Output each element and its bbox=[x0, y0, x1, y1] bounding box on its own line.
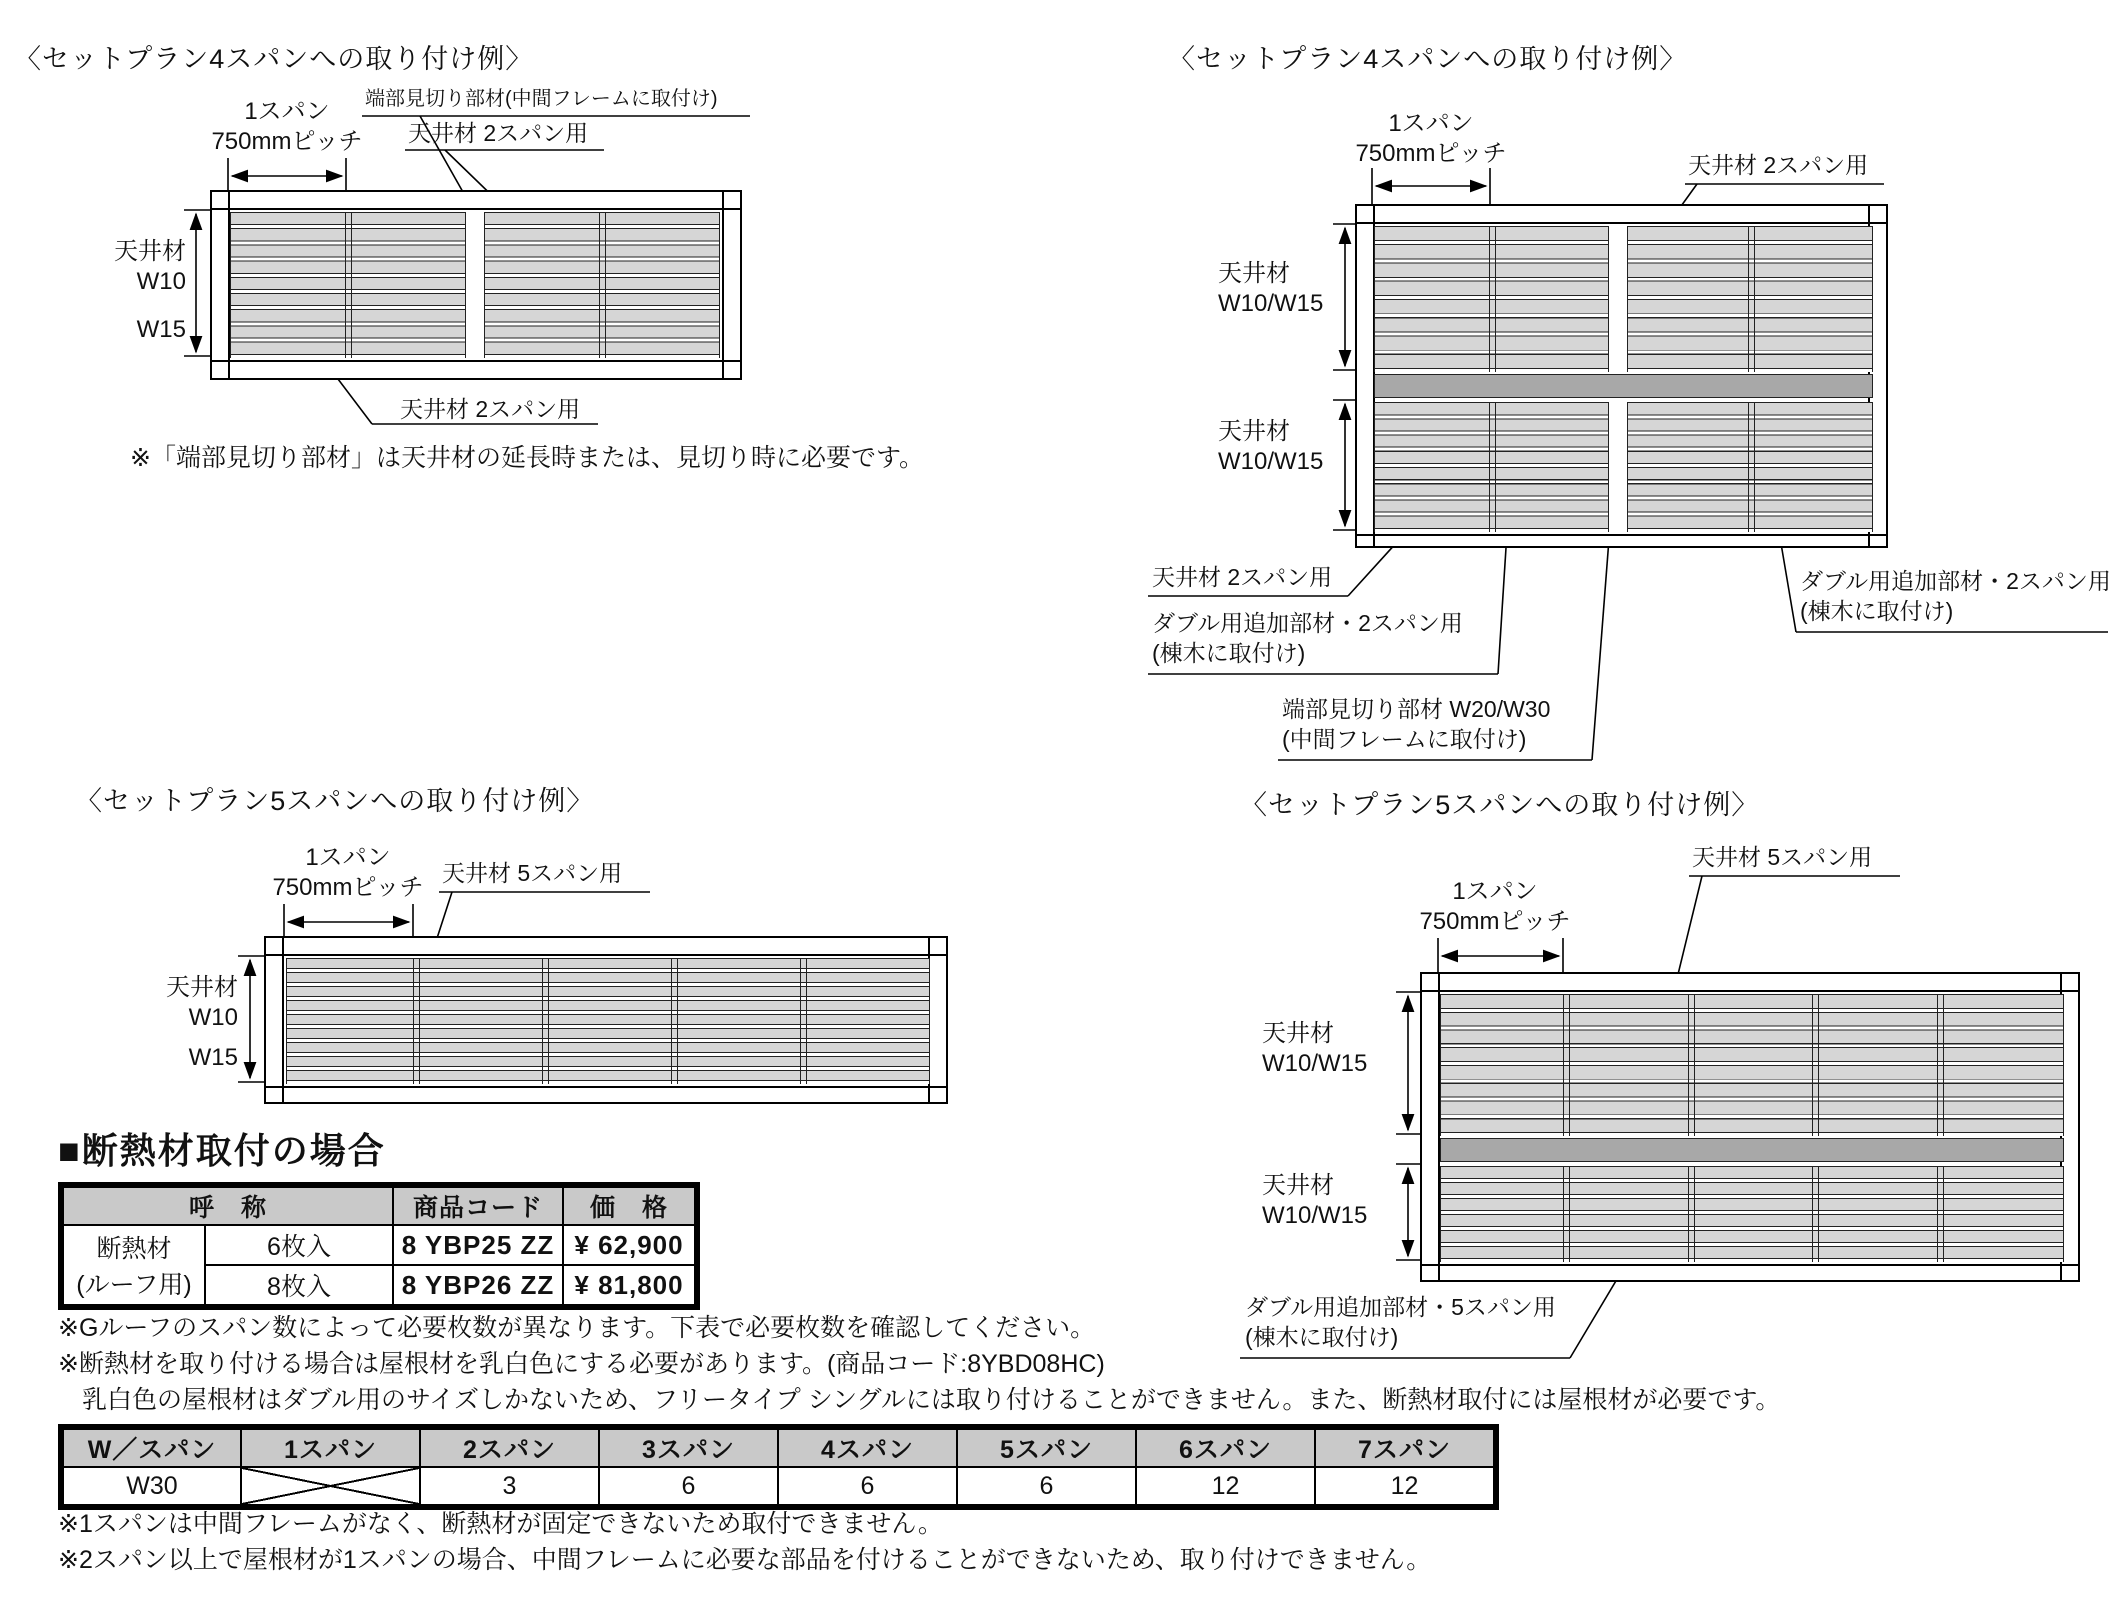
price-table-header-row bbox=[63, 1187, 695, 1225]
span-divider bbox=[1937, 994, 1944, 1136]
diagram-title-5span-single: 〈セットプラン5スパンへの取り付け例〉 bbox=[75, 786, 595, 816]
ceiling-panel-left bbox=[230, 212, 466, 358]
header-4span: 4スパン bbox=[778, 1429, 957, 1467]
header-7span: 7スパン bbox=[1315, 1429, 1494, 1467]
price-table-row-6pack bbox=[63, 1225, 695, 1265]
span-divider bbox=[345, 212, 352, 358]
callout-double-addon-5span-line2: (棟木に取付け) bbox=[1245, 1324, 1399, 1350]
pitch-dim-label: 750mmピッチ bbox=[1355, 140, 1507, 167]
w10-label: W10 bbox=[136, 268, 186, 295]
callout-ceiling-2span-bottom: 天井材 2スパン用 bbox=[1152, 564, 1333, 590]
span-divider bbox=[599, 212, 606, 358]
cell-price: ¥ 81,800 bbox=[563, 1265, 695, 1305]
span-divider bbox=[1489, 402, 1496, 532]
span-divider bbox=[671, 958, 678, 1084]
span-divider bbox=[1688, 994, 1695, 1136]
cell-code: 8 YBP25 ZZ bbox=[393, 1225, 563, 1265]
callout-double-addon-5span-line1: ダブル用追加部材・5スパン用 bbox=[1245, 1294, 1556, 1320]
callout-ceiling-2span-top: 天井材 2スパン用 bbox=[408, 120, 589, 146]
cell-product-name bbox=[63, 1225, 205, 1305]
w15-label: W15 bbox=[188, 1044, 238, 1071]
ridge-beam-band bbox=[1374, 374, 1873, 398]
span-divider bbox=[1812, 1166, 1819, 1262]
span-dim-label: 1スパン bbox=[1388, 110, 1474, 137]
frame-top-rail bbox=[1422, 990, 2078, 992]
diagram-title-5span-double: 〈セットプラン5スパンへの取り付け例〉 bbox=[1240, 790, 1760, 820]
span-divider bbox=[1688, 1166, 1695, 1262]
product-name-line1: 断熱材 bbox=[96, 1235, 172, 1263]
frame-bottom-rail bbox=[1422, 1264, 2078, 1266]
diagram-title-4span-double: 〈セットプラン4スパンへの取り付け例〉 bbox=[1168, 44, 1688, 74]
cell-3span: 6 bbox=[599, 1467, 778, 1505]
callout-edge-trim: 端部見切り部材(中間フレームに取付け) bbox=[365, 88, 718, 110]
header-1span: 1スパン bbox=[241, 1429, 420, 1467]
cell-5span: 6 bbox=[957, 1467, 1136, 1505]
header-name: 呼 称 bbox=[63, 1187, 393, 1225]
insulation-price-table bbox=[58, 1182, 700, 1310]
callout-ceiling-2span-bottom: 天井材 2スパン用 bbox=[400, 396, 581, 422]
callout-edge-trim-w20-w30-line2: (中間フレームに取付け) bbox=[1282, 726, 1527, 752]
size-label-w10-w15: W10/W15 bbox=[1262, 1202, 1368, 1229]
ceiling-panel-5span bbox=[286, 958, 930, 1084]
frame-bottom-rail bbox=[266, 1086, 946, 1088]
span-table-header-row bbox=[63, 1429, 1494, 1467]
cell-w30: W30 bbox=[63, 1467, 241, 1505]
ceiling-material-label: 天井材 bbox=[1218, 418, 1290, 445]
callout-edge-trim-w20-w30-line1: 端部見切り部材 W20/W30 bbox=[1282, 696, 1551, 722]
span-divider bbox=[1812, 994, 1819, 1136]
header-6span: 6スパン bbox=[1136, 1429, 1315, 1467]
roof-frame-5span-single bbox=[264, 936, 948, 1104]
header-w-span: W／スパン bbox=[63, 1429, 241, 1467]
pitch-dim-label: 750mmピッチ bbox=[1419, 908, 1571, 935]
pitch-dim-label: 750mmピッチ bbox=[211, 128, 363, 155]
size-label-w10-w15: W10/W15 bbox=[1262, 1050, 1368, 1077]
span-divider bbox=[413, 958, 420, 1084]
size-label-w10-w15: W10/W15 bbox=[1218, 290, 1324, 317]
roof-frame-4span-single bbox=[210, 190, 742, 380]
callout-double-addon-left-line1: ダブル用追加部材・2スパン用 bbox=[1152, 610, 1463, 636]
callout-ceiling-5span: 天井材 5スパン用 bbox=[1692, 844, 1873, 870]
size-label-w10-w15: W10/W15 bbox=[1218, 448, 1324, 475]
insulation-note-2: ※断熱材を取り付ける場合は屋根材を乳白色にする必要があります。(商品コード:8YBD08HC) bbox=[58, 1350, 1105, 1378]
callout-ceiling-5span: 天井材 5スパン用 bbox=[442, 860, 623, 886]
ceiling-panel-upper-left bbox=[1374, 226, 1609, 372]
ceiling-panel-lower-5span bbox=[1440, 1166, 2064, 1262]
ceiling-material-label: 天井材 bbox=[114, 238, 186, 265]
header-3span: 3スパン bbox=[599, 1429, 778, 1467]
span-divider bbox=[542, 958, 549, 1084]
ceiling-material-label: 天井材 bbox=[166, 974, 238, 1001]
cell-2span: 3 bbox=[420, 1467, 599, 1505]
span-dim-label: 1スパン bbox=[1452, 878, 1538, 905]
edge-trim-note: ※「端部見切り部材」は天井材の延長時または、見切り時に必要です。 bbox=[130, 444, 924, 472]
span-divider bbox=[1937, 1166, 1944, 1262]
span-note-1: ※1スパンは中間フレームがなく、断熱材が固定できないため取付できません。 bbox=[58, 1510, 943, 1538]
ceiling-panel-upper-right bbox=[1627, 226, 1873, 372]
span-divider bbox=[1489, 226, 1496, 372]
ceiling-material-label: 天井材 bbox=[1218, 260, 1290, 287]
ceiling-panel-lower-left bbox=[1374, 402, 1609, 532]
span-divider bbox=[1748, 226, 1755, 372]
roof-frame-4span-double bbox=[1355, 204, 1888, 548]
frame-bottom-rail bbox=[1357, 534, 1886, 536]
product-name-line2: (ルーフ用) bbox=[76, 1271, 192, 1299]
callout-double-addon-left-line2: (棟木に取付け) bbox=[1152, 640, 1306, 666]
callout-double-addon-right-line1: ダブル用追加部材・2スパン用 bbox=[1800, 568, 2111, 594]
insulation-span-table bbox=[58, 1424, 1499, 1510]
ceiling-material-label: 天井材 bbox=[1262, 1172, 1334, 1199]
roof-frame-5span-double bbox=[1420, 972, 2080, 1282]
ceiling-panel-upper-5span bbox=[1440, 994, 2064, 1136]
header-price: 価 格 bbox=[563, 1187, 695, 1225]
cell-qty: 8枚入 bbox=[205, 1265, 393, 1305]
insulation-note-3: 乳白色の屋根材はダブル用のサイズしかないため、フリータイプ シングルには取り付けることができません。また、断熱材取付には屋根材が必要です。 bbox=[82, 1386, 1781, 1414]
frame-bottom-rail bbox=[212, 360, 740, 362]
span-divider bbox=[1563, 994, 1570, 1136]
span-note-2: ※2スパン以上で屋根材が1スパンの場合、中間フレームに必要な部品を付けることができないため、取り付けできません。 bbox=[58, 1546, 1432, 1574]
cell-1span-not-available bbox=[241, 1467, 420, 1505]
span-divider bbox=[1563, 1166, 1570, 1262]
ceiling-panel-right bbox=[484, 212, 720, 358]
cell-4span: 6 bbox=[778, 1467, 957, 1505]
ceiling-panel-lower-right bbox=[1627, 402, 1873, 532]
insulation-note-1: ※Gルーフのスパン数によって必要枚数が異なります。下表で必要枚数を確認してください。 bbox=[58, 1314, 1096, 1342]
header-2span: 2スパン bbox=[420, 1429, 599, 1467]
pitch-dim-label: 750mmピッチ bbox=[272, 874, 424, 901]
callout-double-addon-right-line2: (棟木に取付け) bbox=[1800, 598, 1954, 624]
cell-6span: 12 bbox=[1136, 1467, 1315, 1505]
cell-price: ¥ 62,900 bbox=[563, 1225, 695, 1265]
frame-top-rail bbox=[212, 208, 740, 210]
header-product-code: 商品コード bbox=[393, 1187, 563, 1225]
frame-top-rail bbox=[266, 954, 946, 956]
span-table-data-row bbox=[63, 1467, 1494, 1505]
w10-label: W10 bbox=[188, 1004, 238, 1031]
ridge-beam-band bbox=[1440, 1138, 2064, 1162]
span-divider bbox=[1748, 402, 1755, 532]
cell-qty: 6枚入 bbox=[205, 1225, 393, 1265]
diagram-title-4span-single: 〈セットプラン4スパンへの取り付け例〉 bbox=[14, 44, 534, 74]
ceiling-material-label: 天井材 bbox=[1262, 1020, 1334, 1047]
cell-7span: 12 bbox=[1315, 1467, 1494, 1505]
frame-top-rail bbox=[1357, 222, 1886, 224]
span-dim-label: 1スパン bbox=[244, 98, 330, 125]
insulation-section-heading: ■断熱材取付の場合 bbox=[58, 1130, 386, 1171]
callout-ceiling-2span-top: 天井材 2スパン用 bbox=[1688, 152, 1869, 178]
span-dim-label: 1スパン bbox=[305, 844, 391, 871]
cell-code: 8 YBP26 ZZ bbox=[393, 1265, 563, 1305]
frame-right-post bbox=[722, 192, 724, 378]
span-divider bbox=[800, 958, 807, 1084]
header-5span: 5スパン bbox=[957, 1429, 1136, 1467]
frame-left-post bbox=[282, 938, 284, 1102]
w15-label: W15 bbox=[136, 316, 186, 343]
